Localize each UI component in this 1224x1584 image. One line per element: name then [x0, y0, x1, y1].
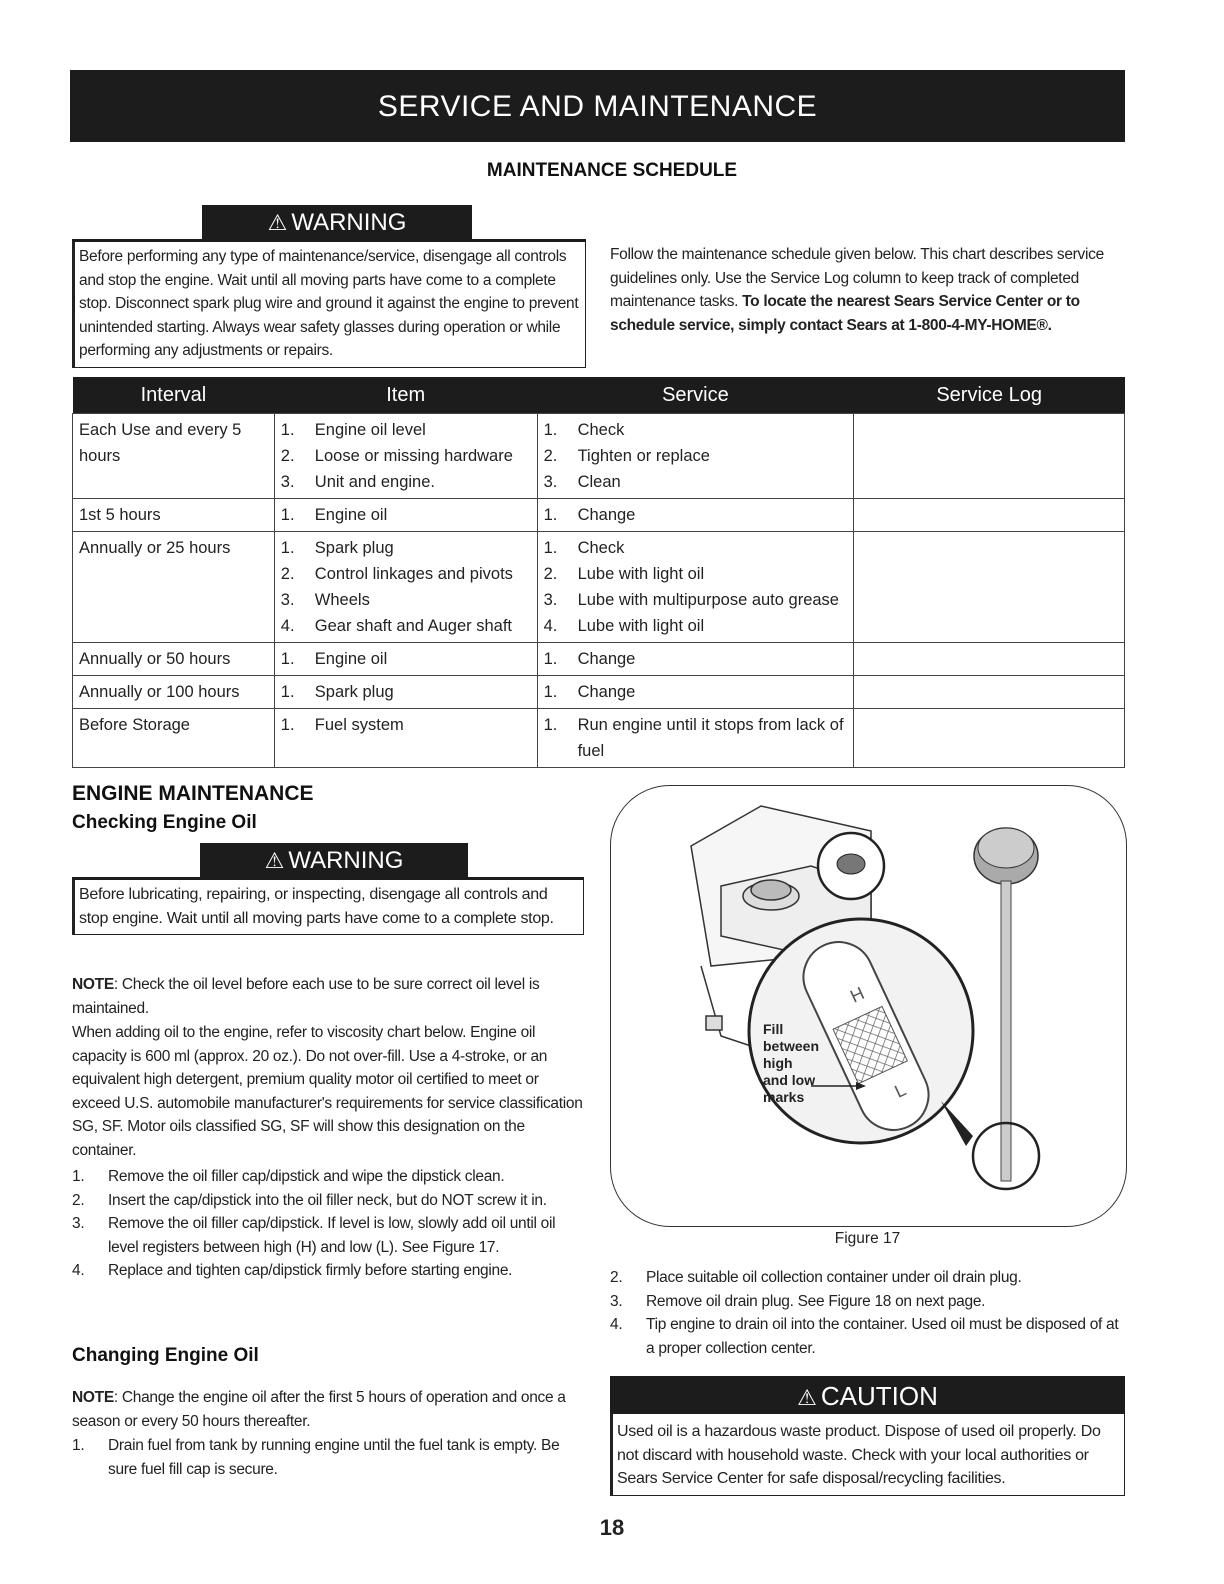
table-row — [73, 532, 1125, 643]
service-log-cell[interactable] — [854, 643, 1125, 676]
engine-maintenance-title: ENGINE MAINTENANCE — [72, 782, 314, 805]
table-header-row — [73, 377, 1125, 414]
list-item: 2. Lube with light oil — [543, 565, 705, 583]
list-item: 1. Remove the oil filler cap/dipstick and wipe the dipstick clean. — [72, 1168, 505, 1185]
note-check — [72, 973, 584, 1020]
list-item: 2. Control linkages and pivots — [280, 565, 513, 583]
interval-cell: 1st 5 hours — [73, 499, 275, 532]
list-item: 3. Clean — [543, 473, 621, 491]
note2-text: : Change the engine oil after the first 5 hours of operation and once a season or every 50 hours thereafter. — [72, 1389, 566, 1430]
list-item: 4. Gear shaft and Auger shaft — [280, 617, 513, 635]
list-item: 1. Engine oil — [280, 506, 388, 524]
caution-header: ⚠ CAUTION — [610, 1376, 1125, 1414]
list-item: 1. Engine oil level — [280, 421, 426, 439]
page-number: 18 — [599, 1515, 625, 1540]
list-item: 1. Run engine until it stops from lack of fuel — [543, 716, 844, 760]
warning-text-2: Before lubricating, repairing, or inspecting, disengage all controls and stop engine. Wait until all moving parts have come to a complete stop. — [72, 877, 584, 935]
warning-box-2 — [72, 843, 584, 935]
note-label: NOTE — [72, 976, 114, 993]
interval-cell: Each Use and every 5 hours — [73, 414, 275, 499]
change-oil-steps-right — [610, 1266, 1125, 1360]
item-cell — [274, 499, 537, 532]
interval-cell: Annually or 50 hours — [73, 643, 275, 676]
service-cell — [537, 499, 854, 532]
list-item: 3. Remove the oil filler cap/dipstick. If level is low, slowly add oil until oil level registers between high (H) and low (L). See Figure 17. — [72, 1215, 556, 1256]
list-item: 1. Check — [543, 539, 625, 557]
warning-triangle-icon: ⚠ — [797, 1385, 817, 1410]
table-row — [73, 499, 1125, 532]
table-row — [73, 676, 1125, 709]
list-item: 3. Remove oil drain plug. See Figure 18 on next page. — [610, 1292, 986, 1310]
list-item: 1. Engine oil — [280, 650, 388, 668]
changing-oil-title: Changing Engine Oil — [72, 1345, 259, 1366]
figure-17-box — [610, 785, 1127, 1227]
caution-text: Used oil is a hazardous waste product. Dispose of used oil properly. Do not discard with household waste. Check with your local authorities or Sears Service Center for safe disposal/recycling facilities. — [610, 1414, 1125, 1496]
list-item: 4. Replace and tighten cap/dipstick firmly before starting engine. — [72, 1262, 513, 1279]
warning-box-1 — [72, 205, 586, 368]
warning-header-1: ⚠ WARNING — [202, 205, 472, 239]
list-item: 1. Change — [543, 506, 636, 524]
fig-label-line: and low — [763, 1072, 816, 1088]
check-oil-steps — [72, 1165, 584, 1283]
list-item: 1. Spark plug — [280, 539, 394, 557]
svg-text:H: H — [847, 983, 868, 1007]
interval-cell: Before Storage — [73, 709, 275, 768]
list-item: 2. Insert the cap/dipstick into the oil filler neck, but do NOT screw it in. — [72, 1191, 547, 1209]
header-service-log: Service Log — [854, 377, 1125, 414]
list-item: 2. Loose or missing hardware — [280, 447, 513, 465]
list-item: 3. Wheels — [280, 591, 370, 609]
list-item: 1. Drain fuel from tank by running engine until the fuel tank is empty. Be sure fuel fill cap is secure. — [72, 1437, 560, 1478]
service-log-cell[interactable] — [854, 532, 1125, 643]
warning-text-1: Before performing any type of maintenance/service, disengage all controls and stop the engine. Wait until all moving parts have come to a complete stop. Disconnect spark plug wire and ground it against the engine to prevent unintended starting. Always wear safety glasses during operation or while performing any adjustments or repairs. — [72, 239, 586, 368]
note-text: : Check the oil level before each use to be sure correct oil level is maintained. — [72, 976, 540, 1017]
warning-triangle-icon: ⚠ — [264, 848, 285, 873]
intro-bold-text: To locate the nearest Sears Service Center or to schedule service, simply contact Sears at 1-800-4-MY-HOME®. — [610, 293, 1080, 334]
maintenance-schedule-table — [72, 377, 1125, 768]
fig-label-line: between — [763, 1038, 820, 1054]
schedule-title: MAINTENANCE SCHEDULE — [486, 160, 738, 181]
list-item: 4. Tip engine to drain oil into the container. Used oil must be disposed of at a proper collection center. — [610, 1316, 1119, 1357]
interval-cell: Annually or 100 hours — [73, 676, 275, 709]
service-cell — [537, 676, 854, 709]
service-log-cell[interactable] — [854, 414, 1125, 499]
list-item: 1. Check — [543, 421, 625, 439]
list-item: 1. Change — [543, 650, 636, 668]
note-change — [72, 1386, 584, 1433]
list-item: 3. Unit and engine. — [280, 473, 435, 491]
note2-label: NOTE — [72, 1389, 114, 1406]
dipstick-illustration — [611, 786, 1126, 1226]
header-interval: Interval — [73, 377, 275, 414]
schedule-intro — [610, 243, 1125, 337]
service-cell — [537, 414, 854, 499]
warning-triangle-icon: ⚠ — [267, 210, 288, 235]
header-service: Service — [537, 377, 854, 414]
list-item: 1. Spark plug — [280, 683, 394, 701]
item-cell — [274, 414, 537, 499]
oil-paragraph: When adding oil to the engine, refer to viscosity chart below. Engine oil capacity is 600 ml (approx. 20 oz.). Do not over-fill. Use a 4-stroke, or an equivalent high detergent, premium quality motor oil certified to meet or exceed U.S. automobile manufacturer's requirements for service classification SG, SF. Motor oils classified SG, SF will show this designation on the container. — [72, 1024, 583, 1159]
interval-cell: Annually or 25 hours — [73, 532, 275, 643]
change-oil-steps-left — [72, 1434, 584, 1481]
service-cell — [537, 643, 854, 676]
header-item: Item — [274, 377, 537, 414]
list-item: 4. Lube with light oil — [543, 617, 705, 635]
intro-normal-text: Follow the maintenance schedule given below. This chart describes service guidelines only. Use the Service Log column to keep track of completed maintenance tasks. — [610, 246, 1104, 310]
warning-header-2: ⚠ WARNING — [200, 843, 468, 877]
list-item: 1. Fuel system — [280, 716, 404, 734]
table-row — [73, 709, 1125, 768]
fig-label-line: Fill — [763, 1021, 784, 1037]
service-cell — [537, 709, 854, 768]
item-cell — [274, 676, 537, 709]
table-row — [73, 643, 1125, 676]
service-log-cell[interactable] — [854, 499, 1125, 532]
service-log-cell[interactable] — [854, 709, 1125, 768]
list-item: 2. Tighten or replace — [543, 447, 710, 465]
checking-oil-title: Checking Engine Oil — [72, 812, 257, 833]
service-log-cell[interactable] — [854, 676, 1125, 709]
fig-label-line: marks — [763, 1089, 805, 1105]
item-cell — [274, 532, 537, 643]
svg-text:L: L — [891, 1079, 910, 1102]
item-cell — [274, 709, 537, 768]
figure-caption: Figure 17 — [834, 1230, 901, 1247]
caution-box — [610, 1376, 1125, 1496]
fig-label-line: high — [763, 1055, 793, 1071]
service-cell — [537, 532, 854, 643]
list-item: 2. Place suitable oil collection container under oil drain plug. — [610, 1269, 1022, 1286]
list-item: 1. Change — [543, 683, 636, 701]
table-row — [73, 414, 1125, 499]
item-cell — [274, 643, 537, 676]
list-item: 3. Lube with multipurpose auto grease — [543, 591, 839, 609]
page-banner: SERVICE AND MAINTENANCE — [70, 70, 1125, 142]
